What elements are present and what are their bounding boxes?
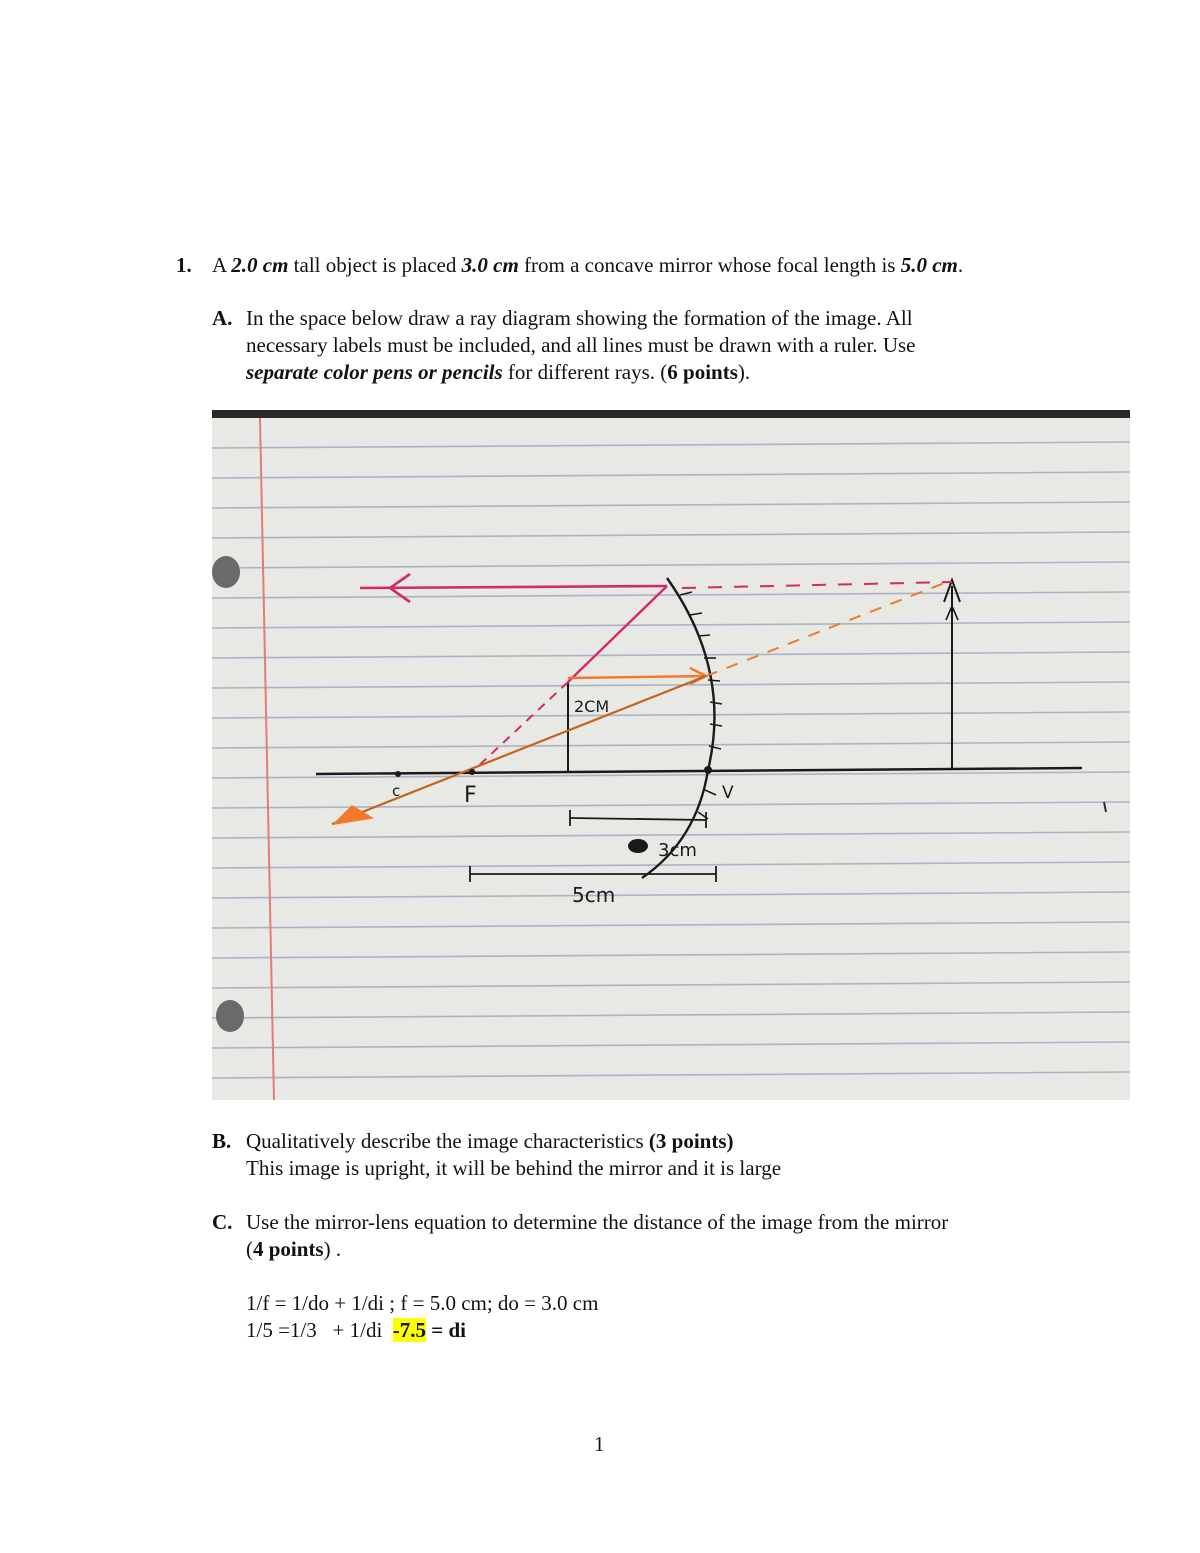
label-object-height: 2CM (574, 697, 610, 716)
label-object-distance: 3cm (658, 840, 697, 861)
q-text-2: tall object is placed (288, 253, 462, 277)
label-focal-distance: 5cm (572, 883, 616, 907)
ray-diagram-svg (212, 410, 1130, 1100)
part-b-letter: B. (212, 1129, 232, 1153)
equation-2 (246, 1317, 466, 1344)
page-number: 1 (594, 1432, 605, 1456)
part-c-letter: C. (212, 1210, 233, 1234)
notebook-paper (212, 418, 1130, 1100)
equation-2-start: 1/5 =1/3 + 1/di (246, 1318, 393, 1342)
label-vertex: V (722, 783, 734, 803)
part-b-points: (3 points) (648, 1129, 734, 1153)
part-a-points: 6 points (667, 360, 738, 384)
question-1 (176, 252, 192, 279)
part-c-line1: Use the mirror-lens equation to determine the distance of the image from the mirror (246, 1210, 949, 1234)
label-focus: F (464, 783, 477, 808)
part-b-question-text: Qualitatively describe the image characteristics (246, 1129, 649, 1153)
color-pens-emphasis: separate color pens or pencils (246, 360, 503, 384)
equation-2-end: = di (426, 1318, 467, 1342)
part-a-line1: In the space below draw a ray diagram showing the formation of the image. All (246, 306, 913, 330)
part-a-line3 (246, 359, 750, 386)
highlighted-answer: -7.5 (392, 1318, 427, 1342)
part-c-points: 4 points (253, 1237, 324, 1261)
ray-diagram-photo (212, 410, 1130, 1100)
q-text-3: from a concave mirror whose focal length is (518, 253, 901, 277)
part-c-line2: (4 points) . (246, 1237, 342, 1261)
part-a-letter: A. (212, 306, 233, 330)
binder-hole-top (212, 556, 240, 588)
object-height-value: 2.0 cm (231, 253, 289, 277)
question-number: 1. (176, 253, 192, 277)
binder-hole-bottom (216, 1000, 244, 1032)
part-b-question (246, 1128, 734, 1155)
equation-1: 1/f = 1/do + 1/di ; f = 5.0 cm; do = 3.0 cm (246, 1291, 599, 1315)
focal-point (469, 769, 475, 775)
object-distance-value: 3.0 cm (461, 253, 519, 277)
q-text-4: . (957, 253, 964, 277)
vertex-point (704, 766, 712, 774)
part-a-line3-end: ). (737, 360, 751, 384)
scribble-mark (628, 839, 648, 853)
q-text-1: A (212, 253, 232, 277)
part-a-line3-mid: for different rays. ( (502, 360, 668, 384)
center-point (395, 771, 401, 777)
part-b-answer: This image is upright, it will be behind the mirror and it is large (246, 1156, 782, 1180)
label-center: c (392, 782, 401, 800)
part-a-line2: necessary labels must be included, and all lines must be drawn with a ruler. Use (246, 333, 916, 357)
photo-top-edge (212, 410, 1130, 418)
focal-length-value: 5.0 cm (900, 253, 958, 277)
question-text (212, 252, 963, 279)
